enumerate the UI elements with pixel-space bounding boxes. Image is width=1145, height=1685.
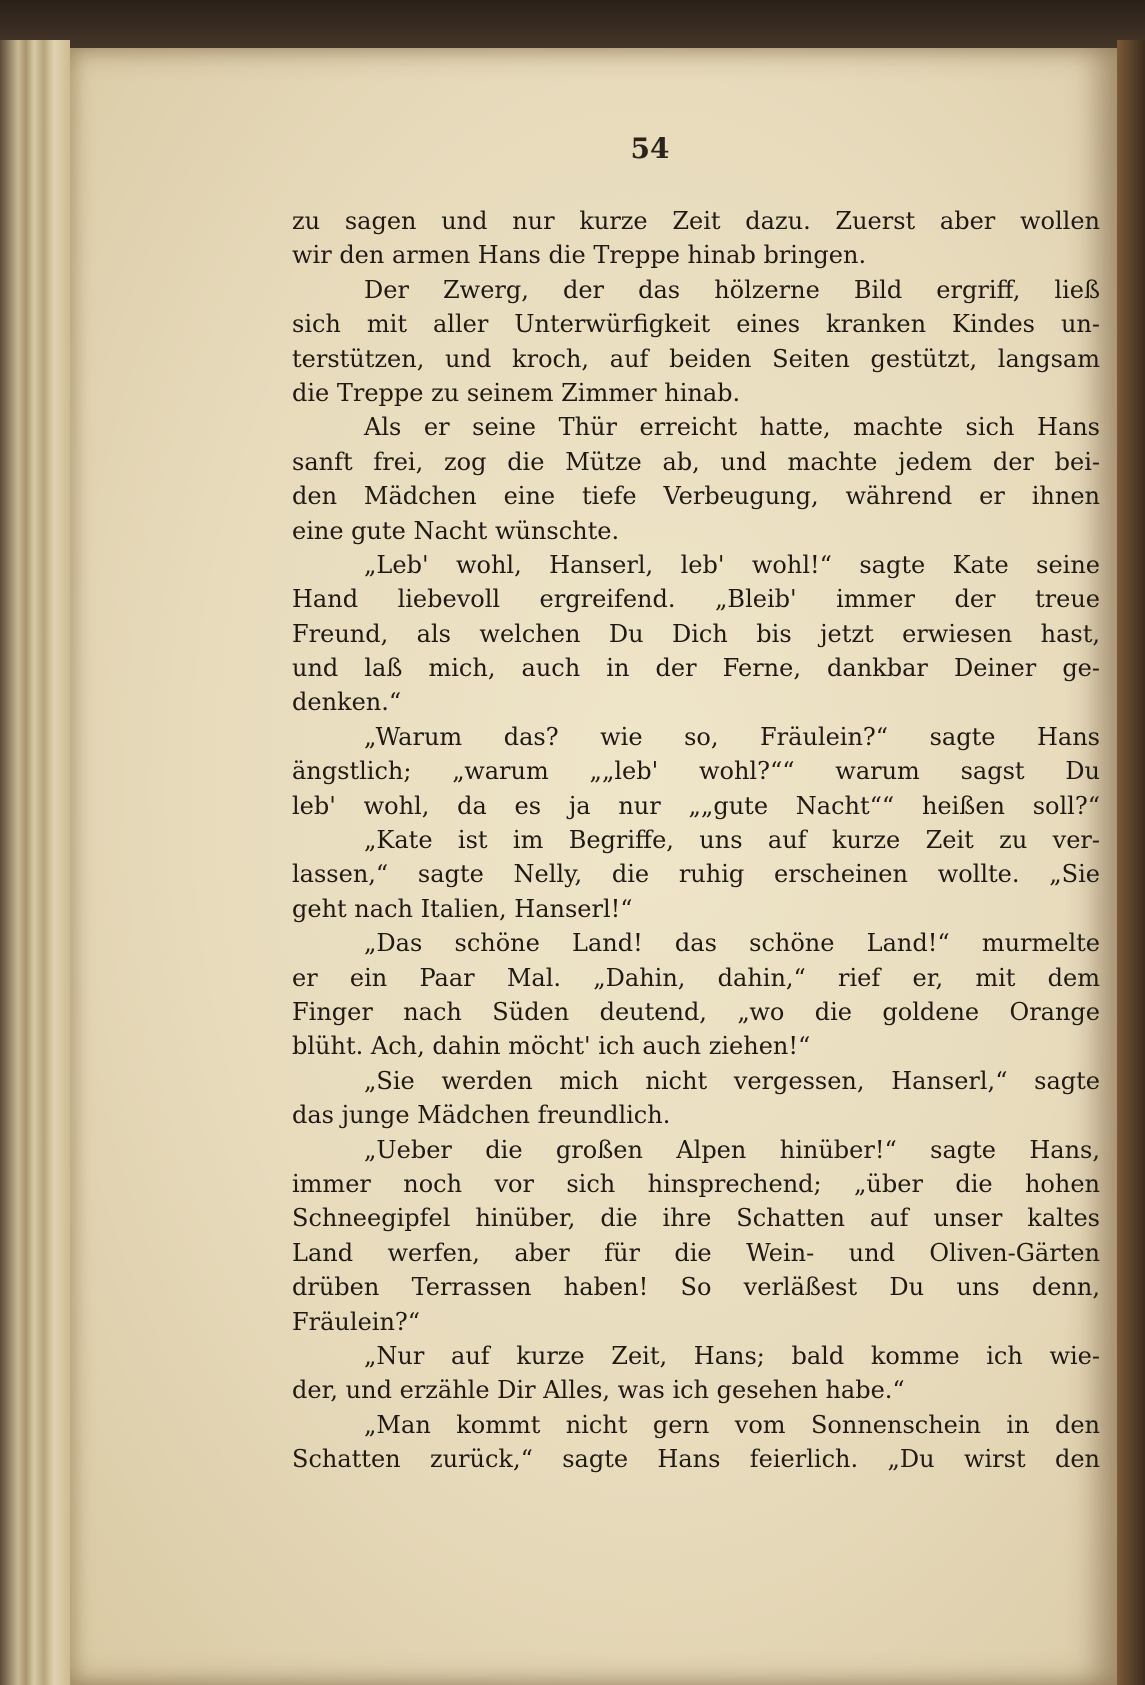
text-line: der, und erzähle Dir Alles, was ich gesehen habe.“ (292, 1376, 905, 1405)
text-line: Fräulein?“ (292, 1307, 421, 1336)
text-line: „Leb' wohl, Hanserl, leb' wohl!“ sagte Kate seine (364, 550, 1100, 579)
text-line: Als er seine Thür erreicht hatte, machte sich Hans (364, 413, 1100, 442)
text-line: geht nach Italien, Hanserl!“ (292, 894, 633, 923)
text-line: „Nur auf kurze Zeit, Hans; bald komme ich wie- (364, 1341, 1100, 1370)
text-line: „Das schöne Land! das schöne Land!“ murmelte (364, 929, 1100, 958)
text-line: und laß mich, auch in der Ferne, dankbar Deiner ge- (292, 654, 1100, 683)
text-line: sich mit aller Unterwürfigkeit eines kranken Kindes un- (292, 310, 1100, 339)
text-line: „Ueber die großen Alpen hinüber!“ sagte Hans, (364, 1135, 1100, 1164)
page-number: 54 (630, 132, 670, 165)
text-line: zu sagen und nur kurze Zeit dazu. Zuerst aber wollen (292, 207, 1100, 235)
text-line: das junge Mädchen freundlich. (292, 1101, 671, 1130)
text-line: immer noch vor sich hinsprechend; „über die hohen (292, 1169, 1100, 1198)
text-line: die Treppe zu seinem Zimmer hinab. (292, 378, 741, 407)
text-line: leb' wohl, da es ja nur „„gute Nacht““ heißen soll?“ (292, 791, 1100, 820)
text-line: eine gute Nacht wünschte. (292, 516, 620, 545)
text-line: Hand liebevoll ergreifend. „Bleib' immer der treue (292, 585, 1100, 614)
text-line: lassen,“ sagte Nelly, die ruhig erscheinen wollte. „Sie (292, 860, 1100, 889)
text-line: drüben Terrassen haben! So verläßest Du uns denn, (292, 1273, 1100, 1302)
text-line: „Man kommt nicht gern vom Sonnenschein in den (364, 1410, 1100, 1439)
text-line: terstützen, und kroch, auf beiden Seiten gestützt, langsam (292, 344, 1100, 373)
text-line: Der Zwerg, der das hölzerne Bild ergriff, ließ (364, 275, 1100, 304)
text-line: „Warum das? wie so, Fräulein?“ sagte Hans (364, 722, 1100, 751)
text-line: Schatten zurück,“ sagte Hans feierlich. „Du wirst den (292, 1445, 1100, 1474)
book-binding-right (1117, 40, 1145, 1685)
text-line: ängstlich; „warum „„leb' wohl?““ warum sagst Du (292, 757, 1100, 786)
text-line: Finger nach Süden deutend, „wo die goldene Orange (292, 997, 1100, 1026)
text-line: Freund, als welchen Du Dich bis jetzt erwiesen hast, (292, 619, 1100, 648)
text-line: Schneegipfel hinüber, die ihre Schatten auf unser kaltes (292, 1204, 1100, 1233)
text-line: blüht. Ach, dahin möcht' ich auch ziehen!“ (292, 1032, 811, 1061)
page-stack-left-edge (0, 40, 70, 1685)
text-line: „Kate ist im Begriffe, uns auf kurze Zeit zu ver- (364, 826, 1100, 855)
body-text (292, 204, 1100, 1476)
text-line: denken.“ (292, 688, 402, 717)
text-line: er ein Paar Mal. „Dahin, dahin,“ rief er, mit dem (292, 963, 1100, 992)
text-line: sanft frei, zog die Mütze ab, und machte jedem der bei- (292, 447, 1100, 476)
text-line: wir den armen Hans die Treppe hinab bringen. (292, 241, 867, 270)
text-line: „Sie werden mich nicht vergessen, Hanserl,“ sagte (364, 1066, 1100, 1095)
text-line: den Mädchen eine tiefe Verbeugung, während er ihnen (292, 482, 1100, 511)
text-line: Land werfen, aber für die Wein- und Oliven-Gärten (292, 1238, 1100, 1267)
